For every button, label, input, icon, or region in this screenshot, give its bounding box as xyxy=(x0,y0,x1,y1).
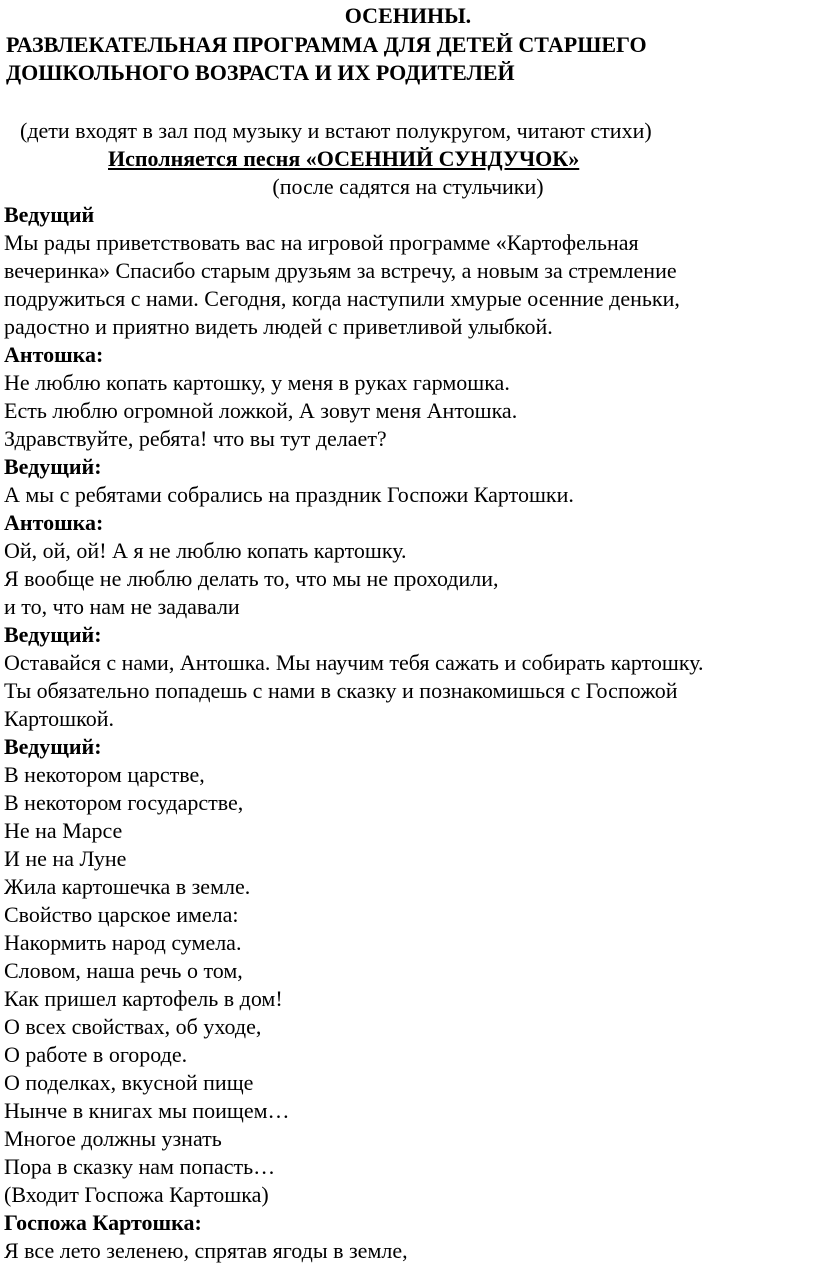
dialogue-line: и то, что нам не задавали xyxy=(4,594,240,619)
poem-line: Словом, наша речь о том, xyxy=(4,958,243,983)
stage-direction: (Входит Госпожа Картошка) xyxy=(4,1182,269,1207)
poem-line: И не на Луне xyxy=(4,846,127,871)
doc-title-line-1: ОСЕНИНЫ. xyxy=(344,3,472,28)
speaker-label: Ведущий: xyxy=(4,622,102,647)
dialogue-line: Ты обязательно попадешь с нами в сказку и познакомишься с Госпожой xyxy=(4,678,678,703)
dialogue-line: Ой, ой, ой! А я не люблю копать картошку. xyxy=(4,538,407,563)
poem-line: О всех свойствах, об уходе, xyxy=(4,1014,262,1039)
song-announcement: Исполняется песня «ОСЕННИЙ СУНДУЧОК» xyxy=(108,146,580,171)
intro-stage-direction: (дети входят в зал под музыку и встают полукругом, читают стихи) xyxy=(20,118,652,143)
poem-line: Жила картошечка в земле. xyxy=(4,874,251,899)
poem-line: Не на Марсе xyxy=(4,818,123,843)
dialogue-line: вечеринка» Спасибо старым друзьям за встречу, а новым за стремление xyxy=(4,258,677,283)
speaker-label: Ведущий: xyxy=(4,454,102,479)
poem-line: О работе в огороде. xyxy=(4,1042,188,1067)
poem-line: Накормить народ сумела. xyxy=(4,930,242,955)
poem-line: О поделках, вкусной пище xyxy=(4,1070,254,1095)
doc-title-line-2: РАЗВЛЕКАТЕЛЬНАЯ ПРОГРАММА ДЛЯ ДЕТЕЙ СТАРШЕГО xyxy=(6,32,647,57)
dialogue-line: Не люблю копать картошку, у меня в руках гармошка. xyxy=(4,370,510,395)
dialogue-line: Оставайся с нами, Антошка. Мы научим тебя сажать и собирать картошку. xyxy=(4,650,704,675)
dialogue-line: Я вообще не люблю делать то, что мы не проходили, xyxy=(4,566,499,591)
dialogue-line: радостно и приятно видеть людей с приветливой улыбкой. xyxy=(4,314,553,339)
poem-line: В некотором государстве, xyxy=(4,790,244,815)
speaker-label: Антошка: xyxy=(4,342,104,367)
dialogue-line: Я все лето зеленею, спрятав ягоды в земле, xyxy=(4,1238,408,1263)
after-song-direction: (после садятся на стульчики) xyxy=(272,174,544,199)
poem-line: В некотором царстве, xyxy=(4,762,205,787)
speaker-label: Ведущий xyxy=(4,202,95,227)
doc-title-line-3: ДОШКОЛЬНОГО ВОЗРАСТА И ИХ РОДИТЕЛЕЙ xyxy=(6,60,515,85)
dialogue-line: подружиться с нами. Сегодня, когда наступили хмурые осенние деньки, xyxy=(4,286,680,311)
dialogue-line: Картошкой. xyxy=(4,706,114,731)
dialogue-line: А мы с ребятами собрались на праздник Госпожи Картошки. xyxy=(4,482,574,507)
poem-line: Свойство царское имела: xyxy=(4,902,239,927)
speaker-label: Антошка: xyxy=(4,510,104,535)
speaker-label: Госпожа Картошка: xyxy=(4,1210,202,1235)
dialogue-line: Здравствуйте, ребята! что вы тут делает? xyxy=(4,426,387,451)
poem-line: Нынче в книгах мы поищем… xyxy=(4,1098,290,1123)
dialogue-line: Есть люблю огромной ложкой, А зовут меня Антошка. xyxy=(4,398,518,423)
speaker-label: Ведущий: xyxy=(4,734,102,759)
poem-line: Пора в сказку нам попасть… xyxy=(4,1154,276,1179)
poem-line: Многое должны узнать xyxy=(4,1126,222,1151)
poem-line: Как пришел картофель в дом! xyxy=(4,986,283,1011)
dialogue-line: Мы рады приветствовать вас на игровой программе «Картофельная xyxy=(4,230,639,255)
